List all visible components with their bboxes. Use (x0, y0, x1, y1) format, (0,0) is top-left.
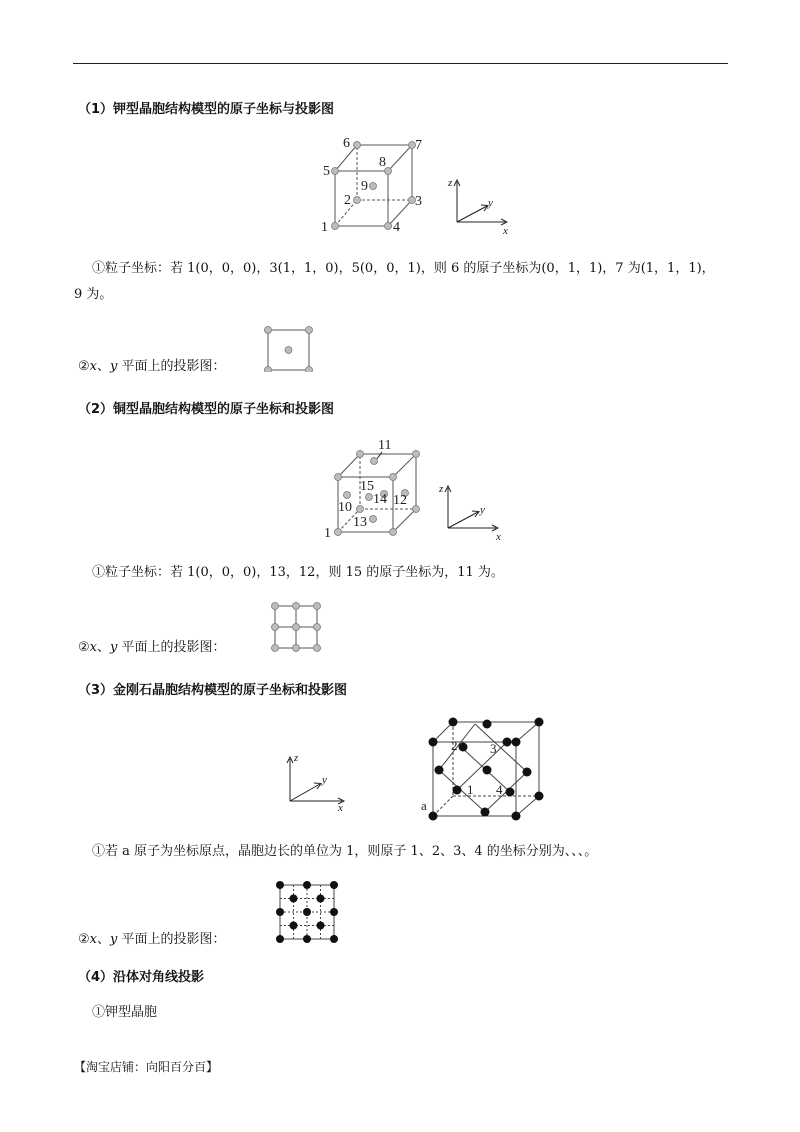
fcc-projection-diagram (267, 598, 327, 658)
axes-diagram-3 (280, 745, 355, 813)
atom-6 (354, 142, 361, 149)
s4-item: ①钾型晶胞 (92, 1005, 158, 1020)
label-3: 3 (490, 741, 497, 756)
label-5: 5 (323, 164, 330, 179)
label-15: 15 (360, 479, 374, 494)
atom-9 (370, 183, 377, 190)
axis-y-label: y (322, 774, 327, 786)
s3-coordinate-text: ①若 a 原子为坐标原点，晶胞边长的单位为 1，则原子 1、2、3、4 的坐标分别为、、、。 (92, 844, 598, 859)
bcc-projection-diagram (260, 322, 320, 372)
s3-projection-label: ②x、y 平面上的投影图： (78, 932, 226, 947)
axis-x-label: x (496, 531, 501, 543)
label-1: 1 (321, 220, 328, 235)
atom-2 (354, 197, 361, 204)
label-7: 7 (415, 138, 422, 153)
axis-y-label: y (488, 197, 493, 209)
label-6: 6 (343, 136, 350, 151)
label-4: 4 (393, 220, 400, 235)
section1-title: （1）钾型晶胞结构模型的原子坐标与投影图 (78, 102, 335, 117)
label-13: 13 (353, 515, 367, 530)
label-1: 1 (324, 526, 331, 541)
label-10: 10 (338, 500, 352, 515)
header-rule (73, 63, 728, 64)
axis-x-label: x (503, 225, 508, 237)
label-2: 2 (344, 193, 351, 208)
atom-15 (366, 494, 373, 501)
atom-4 (385, 223, 392, 230)
diamond-cell-diagram (415, 712, 555, 822)
label-14: 14 (373, 492, 387, 507)
section4-title: （4）沿体对角线投影 (78, 970, 205, 985)
bcc-cell-diagram (315, 130, 440, 240)
s1-projection-label: ②x、y 平面上的投影图： (78, 359, 226, 374)
label-a: a (421, 798, 427, 813)
atom-10 (344, 492, 351, 499)
section3-title: （3）金刚石晶胞结构模型的原子坐标和投影图 (78, 683, 348, 698)
label-2: 2 (451, 738, 458, 753)
atom-1 (332, 223, 339, 230)
label-3: 3 (415, 194, 422, 209)
axes-diagram-1 (445, 170, 520, 238)
atom-13 (370, 516, 377, 523)
atom-5 (332, 168, 339, 175)
axis-y-label: y (480, 504, 485, 516)
axis-x-label: x (338, 802, 343, 813)
label-11: 11 (378, 438, 392, 453)
atom-4 (506, 788, 515, 797)
label-9: 9 (361, 179, 368, 194)
axis-z-label: z (448, 177, 453, 189)
s1-coordinate-text: ①粒子坐标：若 1(0，0，0)，3(1，1，0)，5(0，0，1)，则 6 的原子坐标为(0，1，1)，7 为(1，1，1)， (92, 261, 715, 276)
label-1: 1 (467, 782, 474, 797)
label-8: 8 (379, 155, 386, 170)
label-12: 12 (393, 493, 407, 508)
axis-z-label: z (294, 752, 299, 764)
atom-3 (503, 738, 512, 747)
atom-11 (371, 458, 378, 465)
label-4: 4 (496, 782, 503, 797)
s2-projection-label: ②x、y 平面上的投影图： (78, 640, 226, 655)
axes-diagram-2 (436, 476, 511, 544)
atom-1 (453, 786, 462, 795)
section2-title: （2）铜型晶胞结构模型的原子坐标和投影图 (78, 402, 335, 417)
axis-z-label: z (439, 483, 444, 495)
diamond-projection-diagram (272, 877, 342, 945)
footer-shop: 【淘宝店铺：向阳百分百】 (74, 1060, 219, 1074)
atom-2 (459, 743, 468, 752)
atom-a (429, 812, 438, 821)
s1-coordinate-text-cont: 9 为。 (74, 287, 113, 302)
atom-1 (335, 529, 342, 536)
s2-coordinate-text: ①粒子坐标：若 1(0，0，0)，13，12，则 15 的原子坐标为，11 为。 (92, 565, 504, 580)
fcc-cell-diagram (318, 432, 438, 544)
